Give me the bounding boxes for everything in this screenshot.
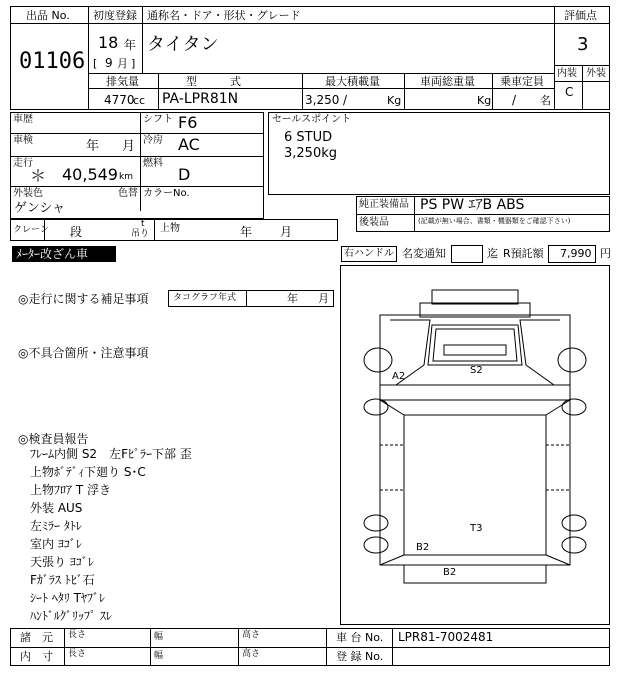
color-change-label: 色替 xyxy=(118,188,138,199)
lot-label: 出品 No. xyxy=(26,9,70,22)
truck-diagram xyxy=(340,265,610,625)
chassis-number: LPR81-7002481 xyxy=(398,630,494,644)
history-label: 車歴 xyxy=(13,114,33,125)
ac-value: AC xyxy=(178,135,200,154)
aftermarket-label: 後装品 xyxy=(359,217,389,228)
deck-label: 上物 xyxy=(160,223,180,234)
report-line: 上物ﾎﾞﾃﾞｨ下廻り S･C xyxy=(30,465,146,479)
max-load-value: 3,250 xyxy=(305,93,340,107)
tachograph-year-unit: 年 xyxy=(287,292,298,305)
inner-width-label: 幅 xyxy=(154,651,164,661)
deck-month-unit: 月 xyxy=(280,225,293,239)
report-line: Fｶﾞﾗｽ ﾄﾋﾞ石 xyxy=(30,573,95,587)
ac-label: 冷房 xyxy=(143,135,163,146)
report-line: 外装 AUS xyxy=(30,501,83,515)
crane-label: クレーン xyxy=(13,225,49,235)
supplement-title: ◎走行に関する補足事項 xyxy=(18,292,149,306)
max-load-slash: / xyxy=(343,93,348,107)
crane-ton-top: t xyxy=(141,219,145,229)
name-label: 通称名・ドア・形状・グレード xyxy=(147,9,301,22)
recycle-value: 7,990 xyxy=(560,247,592,260)
name-change-label: 名変通知 xyxy=(402,247,446,260)
meter-tampered-banner: ﾒｰﾀｰ改ざん車 xyxy=(12,246,116,262)
sales-point-2: 3,250kg xyxy=(284,146,337,161)
recycle-label: R預託額 xyxy=(503,247,544,260)
aftermarket-note: (記載が無い場合、書類・機器類をご確認下さい) xyxy=(418,217,571,225)
capacity-unit: 名 xyxy=(540,94,551,107)
mileage-label: 走行 xyxy=(13,158,33,169)
mark-a2: A2 xyxy=(392,371,406,382)
fuel-value: D xyxy=(178,165,191,184)
deck-year-unit: 年 xyxy=(240,225,253,239)
lot-number: 01106 xyxy=(19,49,86,74)
reg-month-bracket-close: ] xyxy=(131,57,136,70)
inspection-year-unit: 年 xyxy=(86,139,100,154)
inner-height-label: 高さ xyxy=(242,649,261,659)
model-label: 型 式 xyxy=(186,75,241,88)
handle-label: 右ハンドル xyxy=(344,248,394,259)
chassis-label: 車 台 No. xyxy=(336,631,384,644)
shift-value: F6 xyxy=(178,113,198,132)
dims-length-label: 長さ xyxy=(68,630,87,640)
color-value: ゲンシャ xyxy=(14,201,66,216)
mileage-prefix: ＊ xyxy=(30,166,47,185)
mark-t3: T3 xyxy=(470,523,483,534)
gross-weight-label: 車両総重量 xyxy=(420,75,475,88)
genuine-equipment-label: 純正装備品 xyxy=(359,199,409,210)
displacement-label: 排気量 xyxy=(106,75,139,88)
exterior-label: 外装 xyxy=(586,68,606,79)
tax-until-label: 迄 xyxy=(487,247,498,260)
displacement-unit: cc xyxy=(133,94,146,107)
capacity-slash: / xyxy=(512,93,517,107)
displacement-value: 4770 xyxy=(104,93,135,107)
defect-title: ◎不具合箇所・注意事項 xyxy=(18,346,149,360)
crane-ton-label: 吊り xyxy=(131,229,150,239)
dims-width-label: 幅 xyxy=(154,632,164,642)
sales-point-1: 6 STUD xyxy=(284,130,333,145)
inspection-month-unit: 月 xyxy=(122,139,136,154)
score-label: 評価点 xyxy=(564,9,597,22)
report-line: 上物ﾌﾛｱ T 浮き xyxy=(30,483,111,497)
car-name: タイタン xyxy=(147,34,219,55)
interior-grade: C xyxy=(565,85,574,99)
report-line: 天張り ﾖｺﾞﾚ xyxy=(30,555,94,569)
reg-year-unit: 年 xyxy=(124,38,137,52)
inspector-title: ◎検査員報告 xyxy=(18,432,89,446)
dims-height-label: 高さ xyxy=(242,630,261,640)
name-change-field xyxy=(451,245,483,263)
reg-month: 9 xyxy=(105,56,113,70)
shift-label: シフト xyxy=(143,114,173,125)
capacity-label: 乗車定員 xyxy=(500,75,544,88)
mark-b2-side: B2 xyxy=(416,542,430,553)
inner-dims-label: 内 寸 xyxy=(20,650,53,663)
recycle-unit: 円 xyxy=(600,247,611,260)
mark-s2: S2 xyxy=(470,365,483,376)
fuel-label: 燃料 xyxy=(143,158,163,169)
tachograph-month-unit: 月 xyxy=(318,292,329,305)
max-load-label: 最大積載量 xyxy=(325,75,380,88)
dims-label: 諸 元 xyxy=(20,631,53,644)
mark-b2-rear: B2 xyxy=(443,567,457,578)
report-line: 左ﾐﾗｰ ﾀﾄﾚ xyxy=(30,519,82,533)
color-label: 外装色 xyxy=(13,188,43,199)
report-line: ﾌﾚｰﾑ内側 S2 左Fﾋﾟﾗｰ下部 歪 xyxy=(30,447,192,461)
tachograph-label: タコグラフ年式 xyxy=(173,293,237,303)
inner-length-label: 長さ xyxy=(68,649,87,659)
model-value: PA-LPR81N xyxy=(162,91,239,107)
sales-point-label: セールスポイント xyxy=(272,114,352,125)
report-line: 室内 ﾖｺﾞﾚ xyxy=(30,537,82,551)
genuine-equipment-value: PS PW ｴｱB ABS xyxy=(420,197,525,213)
color-no-label: カラーNo. xyxy=(143,188,190,199)
crane-stage-unit: 段 xyxy=(70,225,83,239)
reg-year: 18 xyxy=(98,33,119,52)
reg-month-unit: 月 xyxy=(117,57,128,70)
interior-label: 内装 xyxy=(557,68,577,79)
registration-label: 登 録 No. xyxy=(336,650,384,663)
mileage-value: 40,549 xyxy=(62,165,118,184)
mileage-unit: km xyxy=(119,172,133,182)
max-load-unit: Kg xyxy=(387,94,402,107)
report-line: ｼｰﾄ ﾍﾀﾘ Tﾔﾌﾞﾚ xyxy=(30,591,105,605)
inspection-label: 車検 xyxy=(13,135,33,146)
reg-month-bracket: [ xyxy=(93,57,98,70)
report-line: ﾊﾝﾄﾞﾙｸﾞﾘｯﾌﾟ ｽﾚ xyxy=(30,609,112,623)
score-value: 3 xyxy=(577,34,589,55)
first-reg-label: 初度登録 xyxy=(93,9,137,22)
gross-weight-unit: Kg xyxy=(477,94,492,107)
